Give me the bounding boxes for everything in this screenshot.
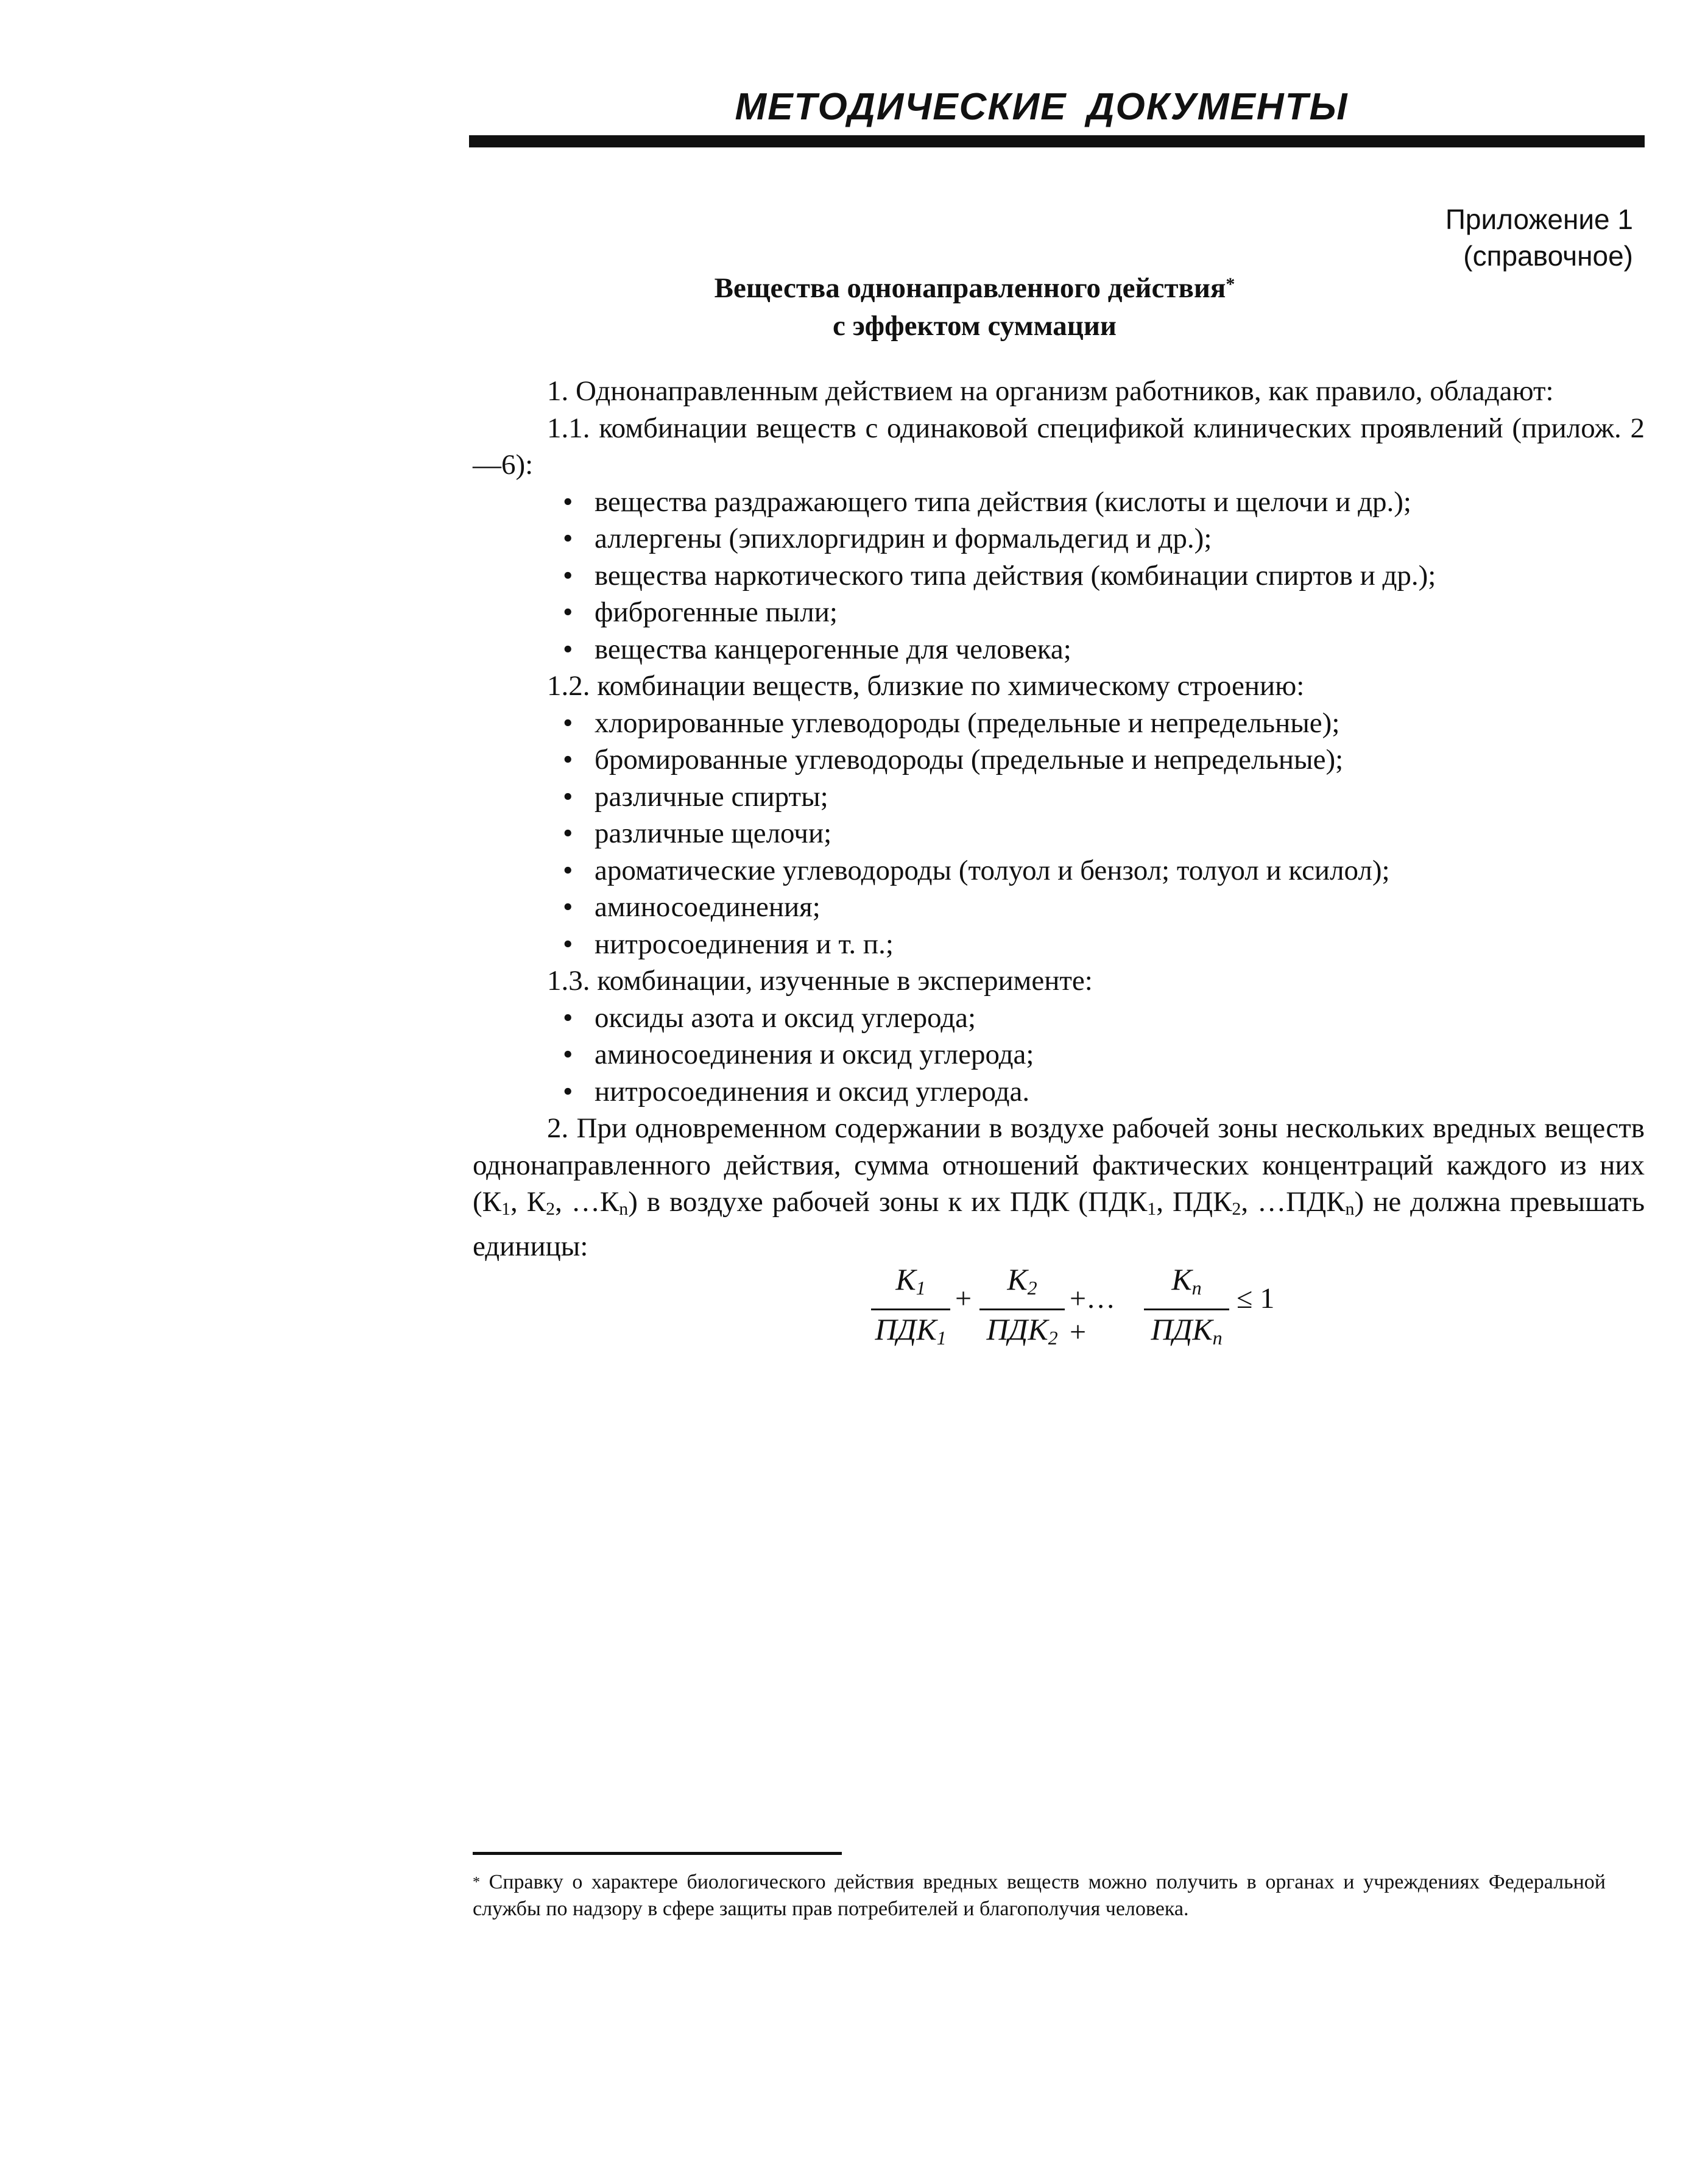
bullet-icon: • bbox=[563, 1039, 573, 1070]
fraction-numerator bbox=[979, 1261, 1065, 1309]
appendix-marker bbox=[1445, 201, 1633, 274]
subscript: n bbox=[1191, 1277, 1202, 1299]
paragraph-2-text-a: 2. При одновременном содержании в воздухе рабочей зоны нескольких вредных веществ однонаправленного действия, сумма отношений фактических концентраций каждого из них (К bbox=[473, 1112, 1645, 1218]
ellipsis-operator: +…+ bbox=[1070, 1282, 1116, 1348]
list-item-text: фиброгенные пыли; bbox=[595, 596, 838, 628]
paragraph-1-3: 1.3. комбинации, изученные в эксперименте: bbox=[547, 965, 1093, 997]
list-item bbox=[473, 1036, 1645, 1073]
list-item-text: различные щелочи; bbox=[595, 818, 832, 849]
footnote-mark: * bbox=[473, 1874, 480, 1890]
list-item-text: нитросоединения и т. п.; bbox=[595, 928, 894, 960]
paragraph-2-text-e: , ПДК bbox=[1156, 1186, 1232, 1218]
paragraph-2-text-d: ) в воздухе рабочей зоны к их ПДК (ПДК bbox=[628, 1186, 1148, 1218]
subscript: 1 bbox=[1147, 1199, 1157, 1219]
k-symbol: K bbox=[1171, 1262, 1192, 1296]
subscript: n bbox=[1345, 1199, 1355, 1219]
subscript: n bbox=[1212, 1327, 1223, 1349]
list-item bbox=[473, 741, 1645, 779]
footnote-reference-mark: * bbox=[1226, 274, 1235, 294]
k-symbol: K bbox=[1007, 1262, 1028, 1296]
document-body bbox=[473, 373, 1645, 1265]
subscript: 2 bbox=[1232, 1199, 1241, 1219]
paragraph-2-text-c: , …К bbox=[555, 1186, 619, 1218]
pdk-symbol: ПДК bbox=[1151, 1312, 1213, 1346]
fraction-2 bbox=[979, 1261, 1065, 1357]
list-item bbox=[473, 815, 1645, 852]
footnote-text: Справку о характере биологического действия вредных веществ можно получить в органах и учреждениях Федеральной службы по надзору в сфере защиты прав потребителей и благополучия человека. bbox=[473, 1871, 1606, 1920]
bullet-icon: • bbox=[563, 707, 573, 739]
fraction-numerator bbox=[871, 1261, 950, 1309]
subscript: 2 bbox=[1048, 1327, 1058, 1349]
list-item-text: аминосоединения; bbox=[595, 891, 820, 923]
list-item bbox=[473, 779, 1645, 816]
list-item bbox=[473, 705, 1645, 742]
list-item bbox=[473, 889, 1645, 926]
list-item bbox=[473, 1073, 1645, 1111]
k-symbol: K bbox=[895, 1262, 916, 1296]
bullet-icon: • bbox=[563, 1075, 573, 1107]
subscript: 1 bbox=[936, 1327, 947, 1349]
paragraph-2-text-g: ) не должна превышать единицы: bbox=[473, 1186, 1645, 1262]
list-item-text: вещества наркотического типа действия (комбинации спиртов и др.); bbox=[595, 559, 1436, 592]
paragraph-2 bbox=[473, 1110, 1645, 1265]
bullet-icon: • bbox=[563, 633, 573, 665]
bullet-icon: • bbox=[563, 854, 573, 886]
bullet-icon: • bbox=[563, 523, 573, 554]
fraction-numerator bbox=[1144, 1261, 1229, 1309]
appendix-number: Приложение 1 bbox=[1445, 203, 1633, 235]
list-item-text: различные спирты; bbox=[595, 780, 828, 813]
bullet-icon: • bbox=[563, 486, 573, 518]
list-item bbox=[473, 594, 1645, 631]
fraction-denominator bbox=[871, 1310, 950, 1357]
section-title-text-1: Вещества однонаправленного действия bbox=[714, 272, 1226, 304]
bullet-list-1 bbox=[473, 484, 1645, 668]
list-item-text: бромированные углеводороды (предельные и непредельные); bbox=[595, 744, 1344, 775]
pdk-symbol: ПДК bbox=[986, 1312, 1048, 1346]
bullet-icon: • bbox=[563, 891, 573, 923]
footnote-rule bbox=[473, 1852, 842, 1855]
list-item-text: оксиды азота и оксид углерода; bbox=[595, 1001, 976, 1034]
list-item bbox=[473, 520, 1645, 557]
paragraph-2-text-b: , К bbox=[510, 1186, 546, 1218]
bullet-list-2 bbox=[473, 705, 1645, 963]
header-rule bbox=[469, 135, 1645, 147]
bullet-icon: • bbox=[563, 1001, 573, 1034]
list-item-text: вещества канцерогенные для человека; bbox=[595, 633, 1071, 665]
section-title-line-1 bbox=[682, 269, 1267, 307]
bullet-icon: • bbox=[563, 780, 573, 813]
section-title-line-2: с эффектом суммации bbox=[832, 310, 1117, 342]
list-item bbox=[473, 1000, 1645, 1037]
subscript: 1 bbox=[916, 1277, 926, 1299]
running-header-title: МЕТОДИЧЕСКИЕ ДОКУМЕНТЫ bbox=[735, 86, 1349, 128]
bullet-list-3 bbox=[473, 1000, 1645, 1111]
bullet-icon: • bbox=[563, 928, 573, 960]
section-title bbox=[682, 269, 1267, 345]
fraction-1 bbox=[871, 1261, 950, 1357]
list-item-text: аллергены (эпихлоргидрин и формальдегид и др.); bbox=[595, 523, 1212, 554]
bullet-icon: • bbox=[563, 818, 573, 849]
fraction-denominator bbox=[1144, 1310, 1229, 1357]
fraction-n bbox=[1144, 1261, 1229, 1357]
list-item bbox=[473, 926, 1645, 963]
subscript: 2 bbox=[546, 1199, 556, 1219]
leq-one: ≤ 1 bbox=[1237, 1282, 1275, 1315]
list-item bbox=[473, 631, 1645, 668]
footnote bbox=[473, 1869, 1606, 1923]
list-item-text: нитросоединения и оксид углерода. bbox=[595, 1075, 1030, 1107]
list-item-text: аминосоединения и оксид углерода; bbox=[595, 1039, 1034, 1070]
list-item bbox=[473, 557, 1645, 595]
bullet-icon: • bbox=[563, 744, 573, 775]
bullet-icon: • bbox=[563, 559, 573, 592]
paragraph-1-2: 1.2. комбинации веществ, близкие по химическому строению: bbox=[547, 670, 1305, 702]
plus-operator: + bbox=[955, 1282, 972, 1315]
fraction-denominator bbox=[979, 1310, 1065, 1357]
subscript: n bbox=[619, 1199, 629, 1219]
list-item-text: вещества раздражающего типа действия (кислоты и щелочи и др.); bbox=[595, 486, 1411, 518]
list-item bbox=[473, 852, 1645, 889]
pdk-symbol: ПДК bbox=[875, 1312, 937, 1346]
paragraph-1-1: 1.1. комбинации веществ с одинаковой спецификой клинических проявлений (прилож. 2—6): bbox=[473, 412, 1645, 481]
list-item-text: ароматические углеводороды (толуол и бензол; толуол и ксилол); bbox=[595, 854, 1390, 886]
list-item-text: хлорированные углеводороды (предельные и непредельные); bbox=[595, 707, 1340, 739]
list-item bbox=[473, 484, 1645, 521]
paragraph-2-text-f: , …ПДК bbox=[1241, 1186, 1346, 1218]
subscript: 1 bbox=[501, 1199, 510, 1219]
subscript: 2 bbox=[1027, 1277, 1037, 1299]
bullet-icon: • bbox=[563, 596, 573, 628]
paragraph-1: 1. Однонаправленным действием на организм работников, как правило, обладают: bbox=[547, 375, 1554, 407]
appendix-type: (справочное) bbox=[1463, 240, 1633, 272]
